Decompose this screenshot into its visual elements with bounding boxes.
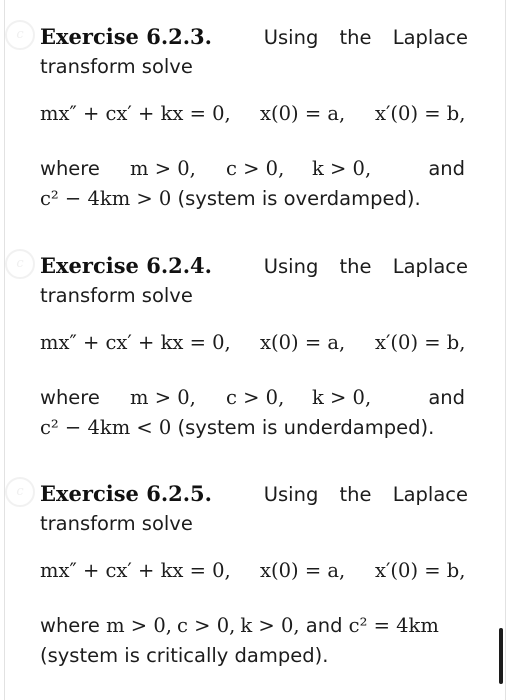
and-text: and	[428, 157, 465, 180]
m-condition: m > 0,	[130, 157, 196, 180]
parameter-conditions	[40, 156, 465, 184]
parameter-conditions	[40, 613, 468, 640]
watermark-icon: c	[5, 249, 35, 279]
exercise-intro-continued: transform solve	[40, 284, 193, 307]
differential-equation	[40, 555, 468, 589]
damping-description: (system is underdamped).	[171, 416, 435, 439]
watermark-icon: c	[5, 20, 35, 50]
damping-description: (system is critically damped).	[40, 644, 329, 667]
where-text: where	[40, 386, 100, 409]
k-condition: k > 0,	[240, 614, 300, 637]
exercise-label: Exercise 6.2.3.	[40, 24, 212, 49]
critical-damping-condition: c² = 4km	[348, 614, 439, 637]
equation-main: mx″ + cx′ + kx = 0,	[40, 331, 231, 354]
k-condition: k > 0,	[312, 386, 372, 409]
exercise-heading	[40, 23, 468, 53]
discriminant-condition: c² − 4km > 0	[40, 187, 172, 210]
k-condition: k > 0,	[312, 157, 372, 180]
exercise-heading	[40, 480, 468, 510]
and-text: and	[428, 386, 465, 409]
damping-description: (system is overdamped).	[171, 187, 421, 210]
exercise-6-2-5	[0, 457, 509, 687]
exercise-intro-continued: transform solve	[40, 512, 193, 535]
exercise-6-2-3	[0, 0, 509, 230]
exercise-6-2-4	[0, 229, 509, 459]
where-text: where	[40, 157, 100, 180]
parameter-conditions	[40, 385, 465, 413]
m-condition: m > 0,	[130, 386, 196, 409]
exercise-label: Exercise 6.2.5.	[40, 481, 212, 506]
initial-condition-dx: x′(0) = b,	[375, 102, 466, 125]
scrollbar-thumb[interactable]	[499, 628, 503, 684]
differential-equation	[40, 98, 468, 132]
m-condition: m > 0,	[106, 614, 172, 637]
and-text: and	[299, 614, 349, 637]
c-condition: c > 0,	[177, 614, 236, 637]
damping-condition	[40, 415, 434, 442]
c-condition: c > 0,	[226, 386, 285, 409]
exercise-intro: Using the Laplace	[263, 255, 468, 278]
where-text: where	[40, 614, 107, 637]
exercise-intro: Using the Laplace	[263, 26, 468, 49]
exercise-heading	[40, 252, 468, 282]
initial-condition-x: x(0) = a,	[260, 559, 346, 582]
c-condition: c > 0,	[226, 157, 285, 180]
watermark-icon: c	[5, 477, 35, 507]
initial-condition-dx: x′(0) = b,	[375, 559, 466, 582]
initial-condition-x: x(0) = a,	[260, 102, 346, 125]
equation-main: mx″ + cx′ + kx = 0,	[40, 559, 231, 582]
initial-condition-dx: x′(0) = b,	[375, 331, 466, 354]
initial-condition-x: x(0) = a,	[260, 331, 346, 354]
discriminant-condition: c² − 4km < 0	[40, 416, 172, 439]
damping-condition	[40, 186, 421, 213]
exercise-intro-continued: transform solve	[40, 55, 193, 78]
equation-main: mx″ + cx′ + kx = 0,	[40, 102, 231, 125]
differential-equation	[40, 327, 468, 361]
exercise-label: Exercise 6.2.4.	[40, 253, 212, 278]
exercise-intro: Using the Laplace	[263, 483, 468, 506]
